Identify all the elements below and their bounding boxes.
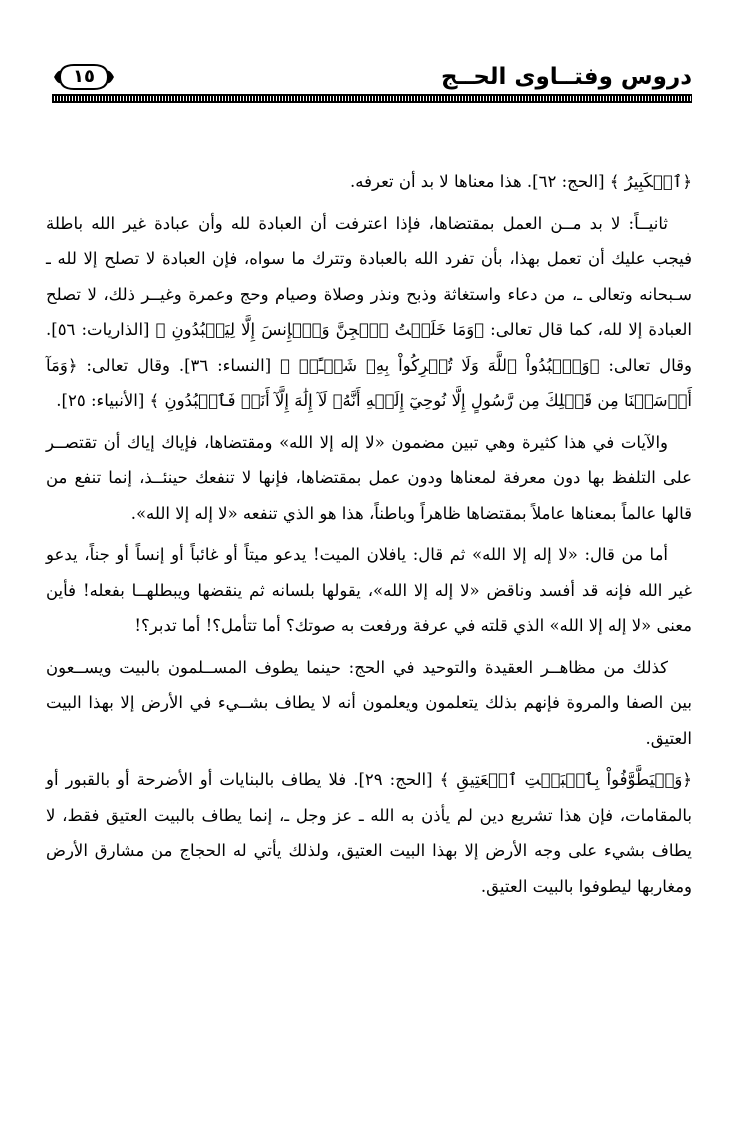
paragraph-2: ثانيــاً: لا بد مــن العمل بمقتضاها، فإذا اعترفت أن العبادة لله وأن عبادة غير الله باطلة فيجب عليك أن تعمل بهذا، بأن تفرد الله بالعبادة وتترك ما سواه، فإن العبادة لا تصلح إلا لله ـ سـبحانه وتعالى ـ، من دعاء واستغاثة وذبح ونذر وصلاة وصيام وحج وعمرة وغيــر ذلك، لا تصلح العبادة إلا لله، كما قال تعالى: ﴿وَمَا خَلَقۡتُ ٱلۡجِنَّ وَٱلۡإِنسَ إِلَّا لِيَعۡبُدُونِ ﴾ [الذاريات: ٥٦]. وقال تعالى: ﴿وَٱعۡبُدُواْ ٱللَّهَ وَلَا تُشۡرِكُواْ بِهِۦ شَيۡـًٔاۖ ﴾ [النساء: ٣٦]. وقال تعالى: ﴿وَمَآ أَرۡسَلۡنَا مِن قَبۡلِكَ مِن رَّسُولٍ إِلَّا نُوحِيٓ إِلَيۡهِ أَنَّهُۥ لَآ إِلَٰهَ إِلَّآ أَنَا۠ فَٱعۡبُدُونِ ﴾ [الأنبياء: ٢٥].: [46, 213, 692, 410]
page-number-badge: [52, 62, 116, 92]
header-title: دروس وفتــاوى الحــج: [441, 64, 692, 90]
body-text: [46, 164, 692, 910]
running-header: [52, 60, 692, 100]
page-number: ١٥: [73, 66, 95, 87]
paragraph-6: ﴿وَلۡيَطَّوَّفُواْ بِٱلۡبَيۡتِ ٱلۡعَتِيقِ ﴾ [الحج: ٢٩]. فلا يطاف بالبنايات أو الأضرحة أو بالقبور أو بالمقامات، فإن هذا تشريع دين لم يأذن به الله ـ عز وجل ـ، إنما يطاف بالبيت العتيق فقط، لا يطاف بشيء على وجه الأرض إلا بهذا البيت العتيق، ولذلك يأتي له الحجاج من مشارق الأرض ومغاربها ليطوفوا بالبيت العتيق.: [46, 770, 692, 896]
paragraph-4: أما من قال: «لا إله إلا الله» ثم قال: يافلان الميت! يدعو ميتاً أو غائباً أو إنساً أو جناً، يدعو غير الله فإنه قد أفسد وناقض «لا إله إلا الله»، يقولها بلسانه ثم ينقضها ويبطلهــا بفعله! فأين معنى «لا إله إلا الله» الذي قلته في عرفة ورفعت به صوتك؟ أما تتأمل؟! أما تدبر؟!: [46, 545, 692, 635]
paragraph-1: ﴿ٱلۡكَبِيرُ ﴾ [الحج: ٦٢]. هذا معناها لا بد أن تعرفه.: [349, 172, 692, 191]
header-rule: [52, 94, 692, 103]
paragraph-3: والآيات في هذا كثيرة وهي تبين مضمون «لا إله إلا الله» ومقتضاها، فإياك إياك أن تقتصــر على التلفظ بها دون معرفة لمعناها ودون عمل بمقتضاها، فإنها لا تنفعك حينئــذ، إنما تنفع من قالها عالماً بمعناها عاملاً بمقتضاها ظاهراً وباطناً، هذا هو الذي تنفعه «لا إله إلا الله».: [46, 432, 692, 523]
paragraph-5: كذلك من مظاهــر العقيدة والتوحيد في الحج: حينما يطوف المســلمون بالبيت ويســعون بين الصفا والمروة فإنهم بذلك يتعلمون ويعلمون أنه لا يطاف بشــيء في الأرض إلا بهذا البيت العتيق.: [46, 657, 692, 748]
